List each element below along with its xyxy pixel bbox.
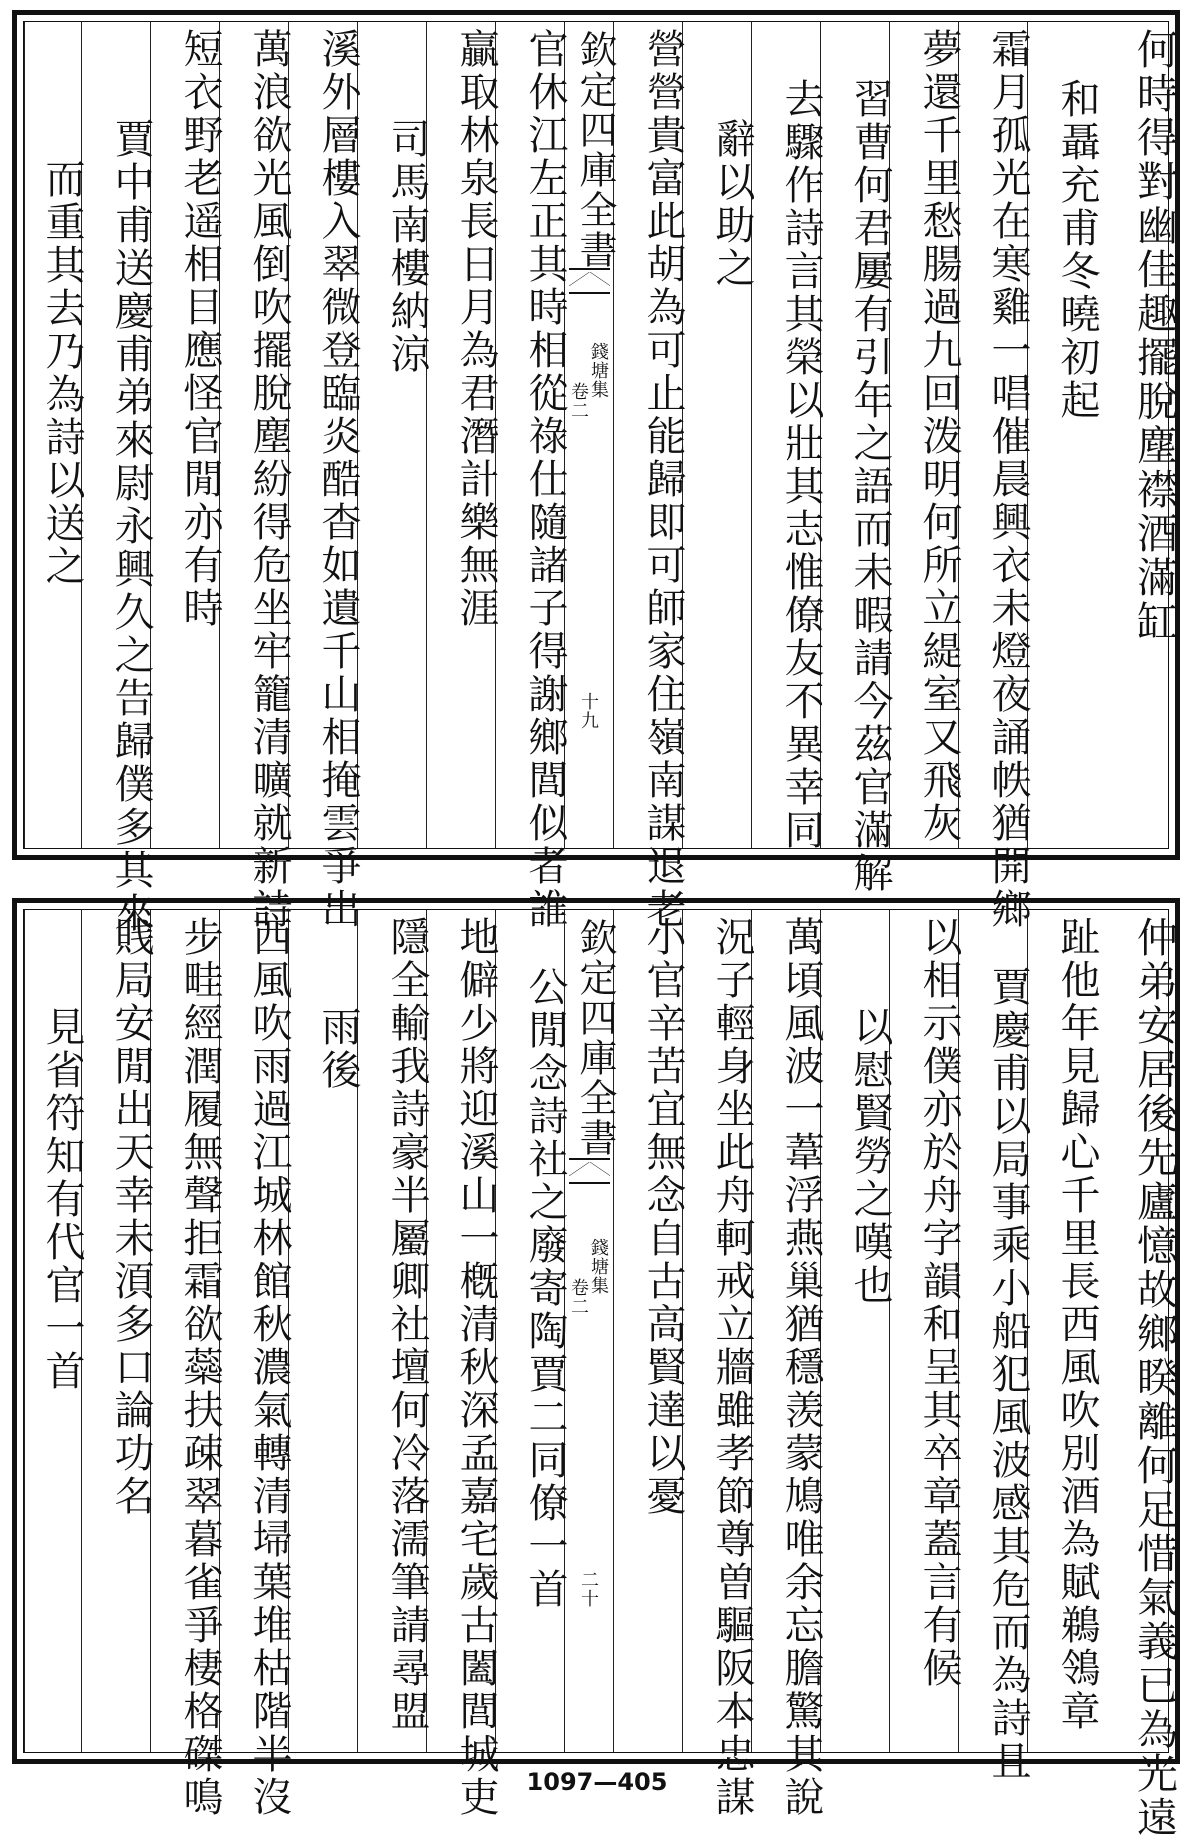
bottom-center-title: 欽定四庫全書: [573, 918, 617, 1158]
top-page-inner-border: [23, 21, 1178, 935]
top-column-2-text: 和聶充甫冬曉初起: [1054, 78, 1100, 422]
top-column-16: [24, 22, 85, 848]
top-column-12-text: 溪外層樓入翠微登臨炎酷杳如遺千山相掩雲爭出: [315, 28, 361, 931]
top-column-14-text: 短衣野老遥相目應怪官閒亦有時: [177, 28, 223, 630]
bottom-column-13: [219, 910, 292, 1819]
top-column-4: [889, 22, 962, 848]
bottom-column-12-text: 雨後: [315, 1006, 361, 1092]
bottom-column-7: [682, 910, 755, 1819]
top-column-7: [682, 22, 755, 848]
bottom-column-16-text: 見省符知有代官一首: [39, 1006, 85, 1393]
top-column-6: [751, 22, 824, 852]
top-column-5-text: 習曹何君屢有引年之語而未暇請今茲官滿解: [847, 78, 893, 895]
top-column-13-text: 萬浪欲光風倒吹擺脫塵紛得危坐牢籠清曠就新詩: [246, 28, 292, 931]
bottom-center-collection: 錢塘集: [588, 1238, 609, 1295]
bottom-column-2: [1027, 910, 1100, 1752]
bottom-column-15-text: 賎局安閒出天幸未湏多口論功名: [108, 916, 154, 1518]
top-center-column: [564, 22, 617, 848]
top-page-frame: [12, 10, 1180, 935]
bottom-column-14: [150, 910, 223, 1819]
top-column-13: [219, 22, 292, 931]
top-column-15: [81, 22, 154, 935]
bottom-fish-tail-ornament: [569, 1158, 610, 1184]
top-column-10-text: 贏取林泉長日月為君潛計樂無涯: [453, 28, 499, 630]
bottom-column-10: [426, 910, 499, 1819]
bottom-column-7-text: 況子輕身坐此舟軻戒立牆雖孝節尊曽驅阪本忠謀: [709, 916, 755, 1819]
top-column-4-text: 夢還千里愁腸過九回泼明何所立緹室又飛灰: [916, 28, 962, 845]
bottom-column-1: [1096, 910, 1178, 1840]
top-column-16-text: 而重其去乃為詩以送之: [39, 158, 85, 588]
top-column-3-text: 霜月孤光在寒雞一唱催晨興衣未燈夜誦帙猶開鄉: [985, 28, 1031, 931]
bottom-column-12: [288, 910, 361, 1752]
top-column-1: [1096, 22, 1178, 848]
top-column-3: [958, 22, 1031, 931]
top-center-folio: 十九: [578, 692, 599, 730]
top-column-8-text: 營營貴富此胡為可止能歸即可師家住嶺南謀退老: [640, 28, 686, 931]
bottom-column-3: [958, 910, 1031, 1783]
bottom-center-volume: 卷二: [568, 1278, 589, 1316]
bottom-column-16: [24, 910, 85, 1752]
bottom-column-6: [751, 910, 824, 1819]
bottom-column-4: [889, 910, 962, 1752]
top-column-8: [613, 22, 686, 931]
bottom-center-folio: 二十: [578, 1570, 599, 1608]
top-column-12: [288, 22, 361, 931]
bottom-column-13-text: 西風吹雨過江城林館秋濃氣轉清埽葉堆枯階半沒: [246, 916, 292, 1819]
top-column-2: [1027, 22, 1100, 848]
top-column-5: [820, 22, 893, 895]
bottom-column-3-text: 賈慶甫以局事乘小船犯風波感其危而為詩且: [985, 966, 1031, 1783]
bottom-column-15: [81, 910, 154, 1752]
bottom-column-1-text: 仲弟安居後先廬憶故鄉睽離何足惜氣義已為光遠: [1130, 916, 1178, 1840]
top-column-1-text: 何時得對幽佳趣擺脫塵襟酒滿缸: [1130, 28, 1178, 644]
top-column-9-text: 官休江左正其時相從祿仕隨諸子得謝鄉閭似者誰: [522, 28, 568, 931]
bottom-column-8: [613, 910, 686, 1752]
bottom-column-14-text: 步畦經潤履無聲拒霜欲蘂扶疎翠暮雀爭棲格磔鳴: [177, 916, 223, 1819]
bottom-column-8-text: 小官辛苦宜無念自古高賢達以憂: [640, 916, 686, 1518]
page-number: 1097—405: [526, 1768, 668, 1796]
bottom-column-9: [495, 910, 568, 1752]
bottom-column-11-text: 隱全輸我詩豪半屬卿社壇何冷落濡筆請尋盟: [384, 916, 430, 1733]
bottom-column-6-text: 萬頃風波一葦浮燕巢猶穩羡蒙鳩唯余忘膽驚其說: [778, 916, 824, 1819]
top-column-9: [495, 22, 568, 931]
bottom-column-5: [820, 910, 893, 1752]
top-column-15-text: 賈中甫送慶甫弟來尉永興久之告歸僕多其來: [108, 118, 154, 935]
top-column-10: [426, 22, 499, 848]
top-center-collection: 錢塘集: [588, 342, 609, 399]
top-center-title: 欽定四庫全書: [573, 30, 617, 270]
bottom-column-2-text: 趾他年見歸心千里長西風吹別酒為賦鵜鴒章: [1054, 916, 1100, 1733]
bottom-column-4-text: 以相示僕亦於舟字韻和呈其卒章蓋言有候: [916, 916, 962, 1690]
top-center-volume: 卷二: [568, 382, 589, 420]
bottom-column-10-text: 地僻少將迎溪山一槪清秋深孟嘉宅歲古闔閭城吏: [453, 916, 499, 1819]
top-column-6-text: 去驟作詩言其榮以壯其志惟僚友不異幸同: [778, 78, 824, 852]
bottom-center-column: [564, 910, 617, 1752]
bottom-column-5-text: 以慰賢勞之嘆也: [847, 1006, 893, 1307]
bottom-column-11: [357, 910, 430, 1752]
bottom-column-9-text: 公閒念詩社之廢寄陶賈二同僚一首: [522, 966, 568, 1611]
top-column-11: [357, 22, 430, 848]
top-column-14: [150, 22, 223, 848]
top-column-7-text: 辭以助之: [709, 118, 755, 290]
top-column-11-text: 司馬南樓納涼: [384, 118, 430, 376]
top-fish-tail-ornament: [569, 268, 610, 294]
